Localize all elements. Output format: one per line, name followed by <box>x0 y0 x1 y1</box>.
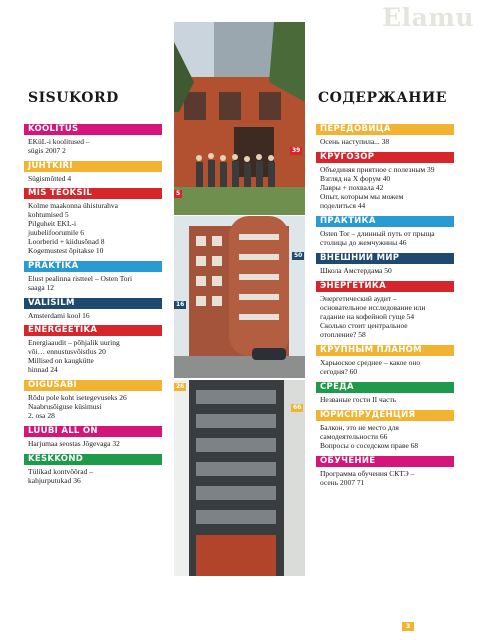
toc-entry[interactable]: Объединяя приятное с полезным 39 <box>320 165 435 174</box>
toc-entry[interactable]: Millised on kaugkütte hinnad 24 <box>28 356 94 374</box>
toc-section <box>24 298 174 320</box>
toc-entry[interactable]: Энергетический аудит – основательное исследование или гадание на кофейной гуще 54 <box>320 294 426 321</box>
page-ref-26: 26 <box>176 383 185 390</box>
page-ref-66: 66 <box>293 404 302 411</box>
section-header[interactable]: ПЕРЕДОВИЦА <box>316 124 454 135</box>
toc-entry[interactable]: Sügismõtted 4 <box>28 174 72 183</box>
toc-section <box>316 152 456 210</box>
toc-entry[interactable]: Осень наступила... 38 <box>320 137 390 146</box>
toc-entry[interactable]: Взгляд на Х форум 40 <box>320 174 391 183</box>
estonian-contents <box>24 124 174 487</box>
photo-building-corner <box>174 216 305 378</box>
toc-entry[interactable]: Вопросы о соседском праве 68 <box>320 441 419 450</box>
toc-entry[interactable]: Харьюское среднее – какое оно сегодня? 60 <box>320 358 421 376</box>
toc-section <box>316 382 456 404</box>
toc-section <box>316 216 456 247</box>
page-ref-50: 50 <box>294 252 303 259</box>
toc-section <box>316 456 456 487</box>
section-header[interactable]: JUHTKIRI <box>24 161 162 172</box>
toc-entry[interactable]: Kogemustest õpitakse 10 <box>28 246 104 255</box>
contents-title-estonian: SISUKORD <box>28 90 119 106</box>
russian-contents <box>316 124 456 489</box>
page-ref-16: 16 <box>176 301 185 308</box>
section-header[interactable]: ЮРИСПРУДЕНЦИЯ <box>316 410 454 421</box>
toc-section <box>24 188 174 255</box>
toc-entry[interactable]: Pilguheit EKL-i juubelifoorumile 6 <box>28 219 85 237</box>
section-header[interactable]: ÕIGUSABI <box>24 380 162 391</box>
toc-section <box>24 161 174 183</box>
section-header[interactable]: ВНЕШНИЙ МИР <box>316 253 454 264</box>
toc-section <box>24 426 174 448</box>
section-header[interactable]: VÄLISILM <box>24 298 162 309</box>
toc-section <box>316 281 456 339</box>
toc-entry[interactable]: Naabrusõiguse küsimusi 2. osa 28 <box>28 402 102 420</box>
contents-title-russian: СОДЕРЖАНИЕ <box>318 90 447 106</box>
section-header[interactable]: ENERGEETIKA <box>24 325 162 336</box>
toc-entry[interactable]: Harjumaa seostas Jõgevaga 32 <box>28 439 120 448</box>
toc-section <box>24 261 174 292</box>
toc-entry[interactable]: Tülikad kontvõõrad – kahjurputukad 36 <box>28 467 93 485</box>
toc-entry[interactable]: Kolme maakonna ühisturahva kohtumised 5 <box>28 201 118 219</box>
section-header[interactable]: LUUBI ALL ON <box>24 426 162 437</box>
toc-entry[interactable]: Сколько стоит центральное отопление? 58 <box>320 321 408 339</box>
toc-entry[interactable]: EKüL-i koolitused – sügis 2007 2 <box>28 137 90 155</box>
toc-section <box>316 345 456 376</box>
toc-entry[interactable]: Школа Амстердама 50 <box>320 266 392 275</box>
photo-group-meeting <box>174 22 305 215</box>
page-number: 3 <box>402 622 414 631</box>
toc-entry[interactable]: Energiaaudit – põhjalik uuring või… ennustusvõistlus 20 <box>28 338 120 356</box>
section-header[interactable]: СРЕДА <box>316 382 454 393</box>
toc-entry[interactable]: Балкон, это не место для самодеятельности 66 <box>320 423 399 441</box>
toc-entry[interactable]: Незваные гости II часть <box>320 395 397 404</box>
toc-entry[interactable]: Rõdu pole koht isetegevuseks 26 <box>28 393 127 402</box>
toc-section <box>316 410 456 450</box>
toc-entry[interactable]: Amsterdami kool 16 <box>28 311 90 320</box>
page-ref-39: 39 <box>292 147 301 154</box>
toc-section <box>24 380 174 420</box>
section-header[interactable]: КРУГОЗОР <box>316 152 454 163</box>
section-header[interactable]: ОБУЧЕНИЕ <box>316 456 454 467</box>
toc-entry[interactable]: Loorberid + kiidusõnad 8 <box>28 237 105 246</box>
toc-section <box>24 454 174 485</box>
section-header[interactable]: MIS TEOKSIL <box>24 188 162 199</box>
page-ref-5: 5 <box>176 190 181 197</box>
toc-section <box>316 124 456 146</box>
toc-section <box>24 325 174 374</box>
section-header[interactable]: ПРАКТИКА <box>316 216 454 227</box>
toc-entry[interactable]: Elust pealinna ristteel – Osten Tori saaga 12 <box>28 274 133 292</box>
toc-entry[interactable]: Osten Tor – длинный путь от прыща столицы до жемчужины 46 <box>320 229 435 247</box>
section-header[interactable]: PRAKTIKA <box>24 261 162 272</box>
toc-section <box>24 124 174 155</box>
toc-entry[interactable]: Опыт, которым мы можем поделиться 44 <box>320 192 404 210</box>
section-header[interactable]: KESKKOND <box>24 454 162 465</box>
photo-modern-glass-building <box>174 380 305 576</box>
section-header[interactable]: KOOLITUS <box>24 124 162 135</box>
section-header[interactable]: КРУПНЫМ ПЛАНОМ <box>316 345 454 356</box>
magazine-logo: Elamu <box>382 3 474 32</box>
toc-section <box>316 253 456 275</box>
section-header[interactable]: ЭНЕРГЕТИКА <box>316 281 454 292</box>
toc-entry[interactable]: Лавры + похвала 42 <box>320 183 384 192</box>
toc-entry[interactable]: Программа обучения СКТЭ – осень 2007 71 <box>320 469 415 487</box>
